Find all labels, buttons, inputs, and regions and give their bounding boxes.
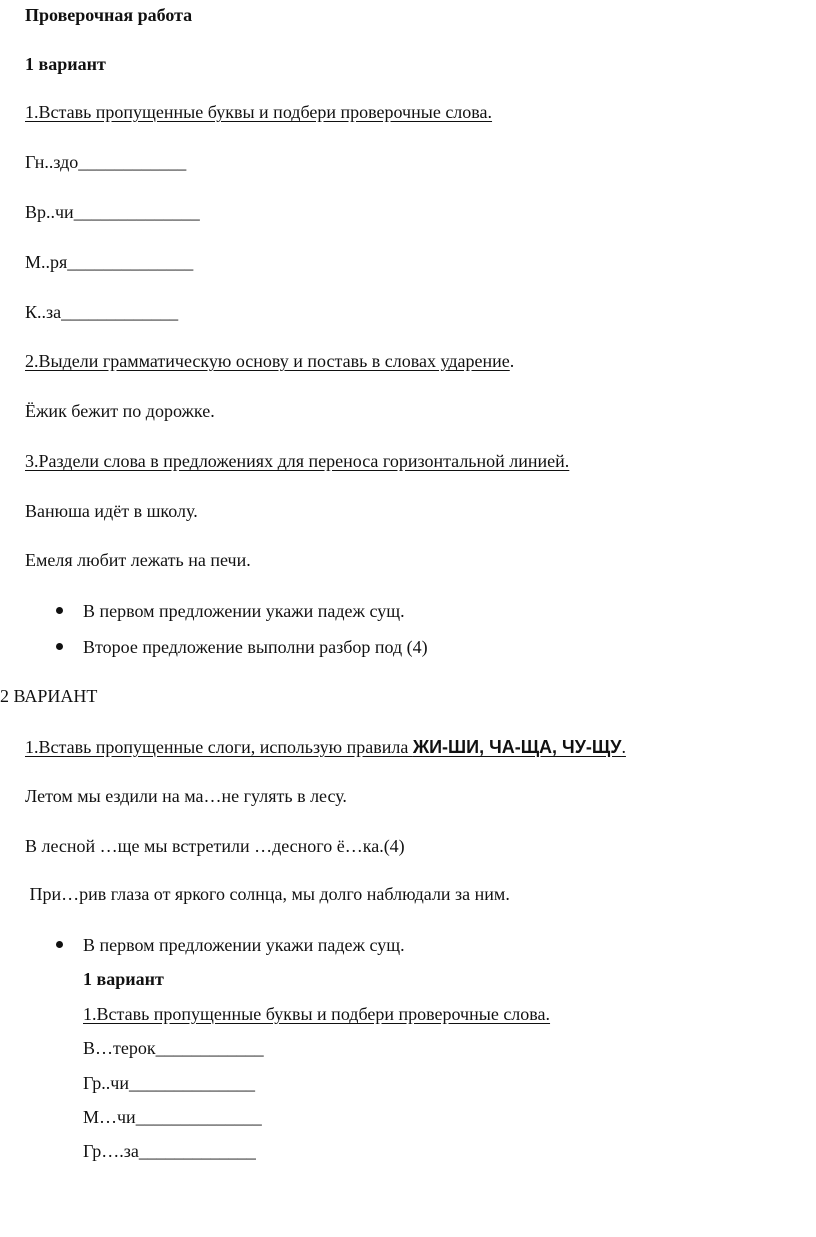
gap-word-2: Вр..чи______________ (25, 202, 200, 222)
task-3-sentence-1: Ванюша идёт в школу. (25, 501, 198, 521)
bullet-dot (56, 941, 63, 948)
variant-2-task-1 (25, 736, 626, 758)
task-2-sentence: Ёжик бежит по дорожке. (25, 401, 215, 421)
task-2-period: . (509, 351, 515, 371)
variant-1-bullet-1: В первом предложении укажи падеж сущ. (83, 601, 405, 621)
variant-2-sentence-3: При…рив глаза от яркого солнца, мы долго наблюдали за ним. (25, 884, 510, 904)
variant-3-gap-word-3: М…чи______________ (83, 1107, 262, 1127)
variant-2-sentence-2: В лесной …ще мы встретили …десного ё…ка.(4) (25, 836, 405, 856)
variant-1-bullet-2: Второе предложение выполни разбор под (4) (83, 637, 428, 657)
bullet-dot (56, 643, 63, 650)
variant-3-gap-word-1: В…терок____________ (83, 1038, 264, 1058)
variant-2-heading: 2 ВАРИАНТ (0, 686, 98, 706)
task-3-sentence-2: Емеля любит лежать на печи. (25, 550, 251, 570)
document-title: Проверочная работа (25, 5, 193, 25)
variant-1-label: 1 вариант (25, 54, 106, 74)
gap-word-1: Гн..здо____________ (25, 152, 187, 172)
variant-1-task-2 (25, 350, 514, 372)
variant-3-task-1: 1.Вставь пропущенные буквы и подбери проверочные слова. (83, 1004, 551, 1024)
task-2-text: 2.Выдели грамматическую основу и поставь в словах ударение (25, 351, 510, 371)
gap-word-3: М..ря______________ (25, 252, 194, 272)
v2-task-1-text: 1.Вставь пропущенные слоги, использую правила (25, 737, 413, 757)
variant-3-gap-word-4: Гр….за_____________ (83, 1141, 256, 1161)
variant-3-gap-word-2: Гр..чи______________ (83, 1073, 255, 1093)
variant-3-label: 1 вариант (83, 969, 164, 989)
variant-1-task-3: 3.Раздели слова в предложениях для переноса горизонтальной линией. (25, 451, 570, 471)
gap-word-4: К..за_____________ (25, 302, 179, 322)
v2-task-1-period: . (621, 737, 626, 757)
bullet-dot (56, 607, 63, 614)
v2-task-1-rules: ЖИ-ШИ, ЧА-ЩА, ЧУ-ЩУ (412, 737, 622, 757)
variant-1-task-1: 1.Вставь пропущенные буквы и подбери проверочные слова. (25, 102, 493, 122)
variant-2-sentence-1: Летом мы ездили на ма…не гулять в лесу. (25, 786, 347, 806)
variant-2-bullet-1: В первом предложении укажи падеж сущ. (83, 935, 405, 955)
